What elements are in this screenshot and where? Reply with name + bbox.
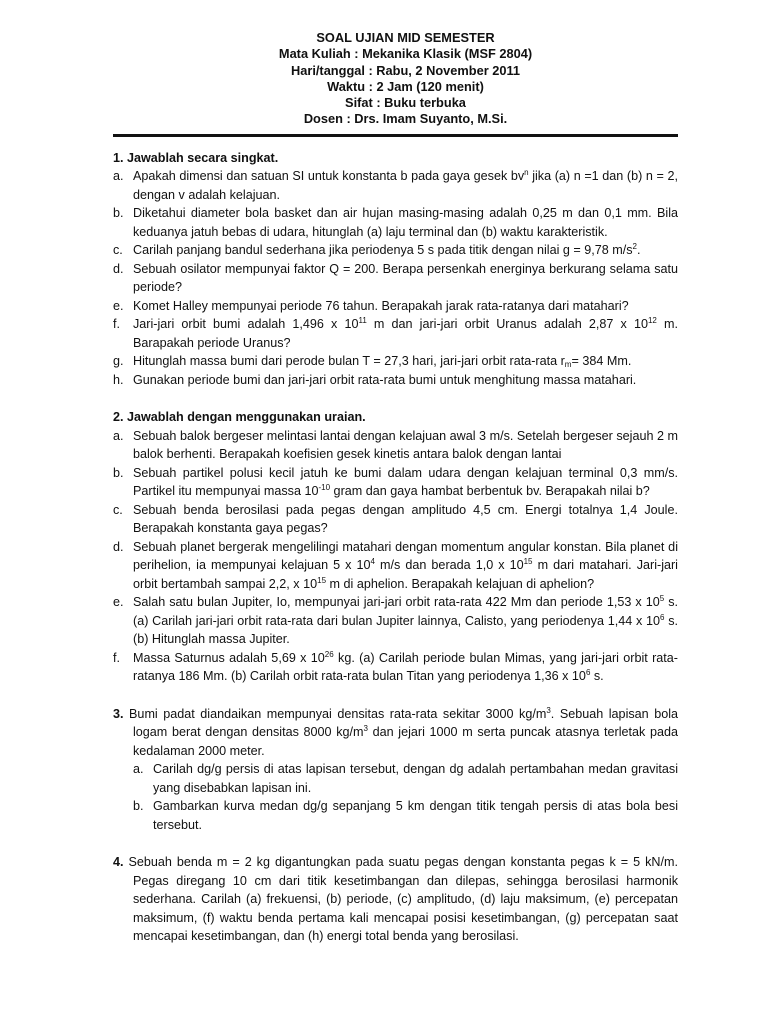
exam-title: SOAL UJIAN MID SEMESTER <box>316 30 495 45</box>
question-text: Carilah panjang bandul sederhana jika periodenya 5 s pada titik dengan nilai g = 9,78 m/s <box>133 243 633 258</box>
superscript: 3 <box>363 724 368 734</box>
item-label: g. <box>113 354 124 369</box>
item-label: e. <box>113 298 124 313</box>
item-label: d. <box>113 261 124 276</box>
item-label: a. <box>113 169 124 184</box>
section-3 <box>113 705 678 835</box>
question-text: Sebuah balok bergeser melintasi lantai dengan kelajuan awal 3 m/s. Setelah bergeser sejauh 2 m balok berhenti. Berapakah koefisien gesek kinetis antara balok dengan lantai <box>133 428 678 462</box>
question-text: Sebuah benda berosilasi pada pegas dengan amplitudo 4,5 cm. Energi totalnya 1,4 Joule. Berapakah konstanta gaya pegas? <box>133 502 678 536</box>
question-text: Salah satu bulan Jupiter, Io, mempunyai jari-jari orbit rata-rata 422 Mm dan periode 1,53 x 10 <box>133 595 660 610</box>
question-text: m/s dan berada 1,0 x 10 <box>374 558 524 573</box>
question-4 <box>113 853 678 946</box>
superscript: 6 <box>585 668 591 678</box>
item-label: f. <box>113 650 120 665</box>
question-text: m dan jari-jari orbit Uranus adalah 2,87 x 10 <box>366 317 648 332</box>
question-text: . <box>637 243 641 258</box>
question-2b <box>113 464 678 501</box>
date-line: Hari/tanggal : Rabu, 2 November 2011 <box>290 62 520 78</box>
question-text: m. Barapakah periode Uranus? <box>133 317 678 350</box>
exam-page <box>113 30 678 965</box>
question-text: Massa Saturnus adalah 5,69 x 10 <box>133 650 325 665</box>
section-2-title: 2. Jawablah dengan menggunakan uraian. <box>113 410 366 425</box>
superscript: 15 <box>317 575 327 585</box>
question-1c <box>113 241 678 260</box>
superscript: 26 <box>324 649 334 659</box>
question-text: Sebuah partikel polusi kecil jatuh ke bumi dalam udara dengan kelajuan terminal 0,3 mm/s. Partikel itu mempunyai massa 10 <box>133 465 678 499</box>
item-label: b. <box>113 465 124 480</box>
superscript: 4 <box>370 557 375 567</box>
question-text: kg. (a) Carilah periode bulan Mimas, yang jari-jari orbit rata-ratanya 186 Mm. (b) Carilah orbit rata-rata bulan Titan yang periodenya 1,36 x 10 <box>133 650 678 684</box>
duration-line: Waktu : 2 Jam (120 menit) <box>327 78 484 94</box>
item-label: d. <box>113 539 124 554</box>
question-2d <box>113 538 678 594</box>
section-2 <box>113 408 678 686</box>
question-number: 4. <box>113 855 124 870</box>
question-text: gram dan gaya hambat berbentuk bv. Berapakah nilai b? <box>330 484 650 499</box>
question-text: Carilah dg/g persis di atas lapisan tersebut, dengan dg adalah pertambahan medan gravitasi yang disebabkan lapisan ini. <box>153 762 678 795</box>
superscript: 15 <box>523 557 533 567</box>
question-text: Komet Halley mempunyai periode 76 tahun. Berapakah jarak rata-ratanya dari matahari? <box>133 298 629 313</box>
question-text: Diketahui diameter bola basket dan air hujan masing-masing adalah 0,25 m dan 0,1 mm. Bila keduanya jatuh bebas di udara, hitunglah (a) laju terminal dan (b) waktu karakteristik. <box>133 206 678 239</box>
question-text: m di aphelion. Berapakah kelajuan di aphelion? <box>326 576 595 591</box>
question-2e <box>113 593 678 649</box>
question-text: Sebuah osilator mempunyai faktor Q = 200. Berapa persenkah energinya berkurang selama satu periode? <box>133 261 678 295</box>
question-text: Sebuah planet bergerak mengelilingi matahari dengan momentum angular konstan. Bila planet di perihelion, ia mempunyai kelajuan 5 x 10 <box>133 539 678 573</box>
question-1b <box>113 204 678 241</box>
question-3 <box>113 705 678 761</box>
header-divider <box>113 134 678 137</box>
question-text: Sebuah benda m = 2 kg digantungkan pada suatu pegas dengan konstanta pegas k = 5 kN/m. Pegas diregang 10 cm dari titik kesetimbangan dan dilepas, sehingga berosilasi harmonik sederhana. Carilah (a) frekuensi, (b) periode, (c) amplitudo, (d) laju maksimum, (e) percepatan maksimum, (f) waktu benda pertama kali mencapai posisi kesetimbangan, (g) percepatan saat mencapai kesetimbangan, dan (h) energi total benda yang berosilasi. <box>123 855 678 944</box>
question-1d <box>113 260 678 297</box>
section-1 <box>113 149 678 390</box>
superscript: 11 <box>358 316 367 326</box>
question-text: s. <box>590 669 604 684</box>
question-text: Apakah dimensi dan satuan SI untuk konstanta b pada gaya gesek bv <box>133 169 525 184</box>
question-text: m dari matahari. Jari-jari orbit bertambah sampai 2,2, x 10 <box>133 558 678 591</box>
section-1-title: 1. Jawablah secara singkat. <box>113 150 279 165</box>
subscript: m <box>564 360 572 370</box>
question-text: s. (b) Hitunglah massa Jupiter. <box>133 613 679 647</box>
question-text: dan jejari 1000 m serta puncak atasnya terletak pada kedalaman 2000 meter. <box>133 725 678 758</box>
question-1g <box>113 352 678 371</box>
superscript: 5 <box>659 594 665 604</box>
question-text: = 384 Mm. <box>571 354 632 369</box>
question-1e <box>113 297 678 316</box>
question-1h <box>113 371 678 390</box>
section-4 <box>113 853 678 946</box>
exam-header <box>133 30 678 128</box>
question-text: Bumi padat diandaikan mempunyai densitas rata-rata sekitar 3000 kg/m <box>123 706 547 721</box>
lecturer-line: Dosen : Drs. Imam Suyanto, M.Si. <box>303 111 508 127</box>
question-2a <box>113 427 678 464</box>
superscript: n <box>524 168 529 178</box>
question-2f <box>113 649 678 686</box>
question-2c <box>113 501 678 538</box>
question-3a <box>113 760 678 797</box>
superscript: 12 <box>647 316 657 326</box>
item-label: a. <box>113 428 124 443</box>
item-label: c. <box>113 243 123 258</box>
question-1f <box>113 315 678 352</box>
item-label: b. <box>133 799 144 814</box>
question-text: Gambarkan kurva medan dg/g sepanjang 5 km dengan titik tengah persis di atas bola besi tersebut. <box>153 799 678 832</box>
question-text: Gunakan periode bumi dan jari-jari orbit rata-rata bumi untuk menghitung massa matahari. <box>133 372 637 387</box>
item-label: a. <box>133 762 144 777</box>
course-line: Mata Kuliah : Mekanika Klasik (MSF 2804) <box>278 46 533 62</box>
question-text: jika (a) n =1 dan (b) n = 2, dengan v adalah kelajuan. <box>133 169 678 202</box>
question-1a <box>113 167 678 204</box>
question-text: s. (a) Carilah jari-jari orbit rata-rata dari bulan Jupiter lainnya, Calisto, yang periodenya 1,44 x 10 <box>133 595 678 628</box>
nature-line: Sifat : Buku terbuka <box>345 95 466 111</box>
superscript: 6 <box>660 612 665 622</box>
item-label: h. <box>113 372 124 387</box>
item-label: b. <box>113 206 124 221</box>
item-label: c. <box>113 502 123 517</box>
question-text: . Sebuah lapisan bola logam berat dengan densitas 8000 kg/m <box>133 706 678 740</box>
superscript: 2 <box>632 242 637 252</box>
question-text: Jari-jari orbit bumi adalah 1,496 x 10 <box>133 317 359 332</box>
question-text: Hitunglah massa bumi dari perode bulan T = 27,3 hari, jari-jari orbit rata-rata r <box>133 354 565 369</box>
superscript: 3 <box>546 705 551 715</box>
question-3b <box>113 797 678 834</box>
item-label: f. <box>113 317 120 332</box>
superscript: -10 <box>318 483 331 493</box>
item-label: e. <box>113 595 124 610</box>
question-number: 3. <box>113 706 124 721</box>
